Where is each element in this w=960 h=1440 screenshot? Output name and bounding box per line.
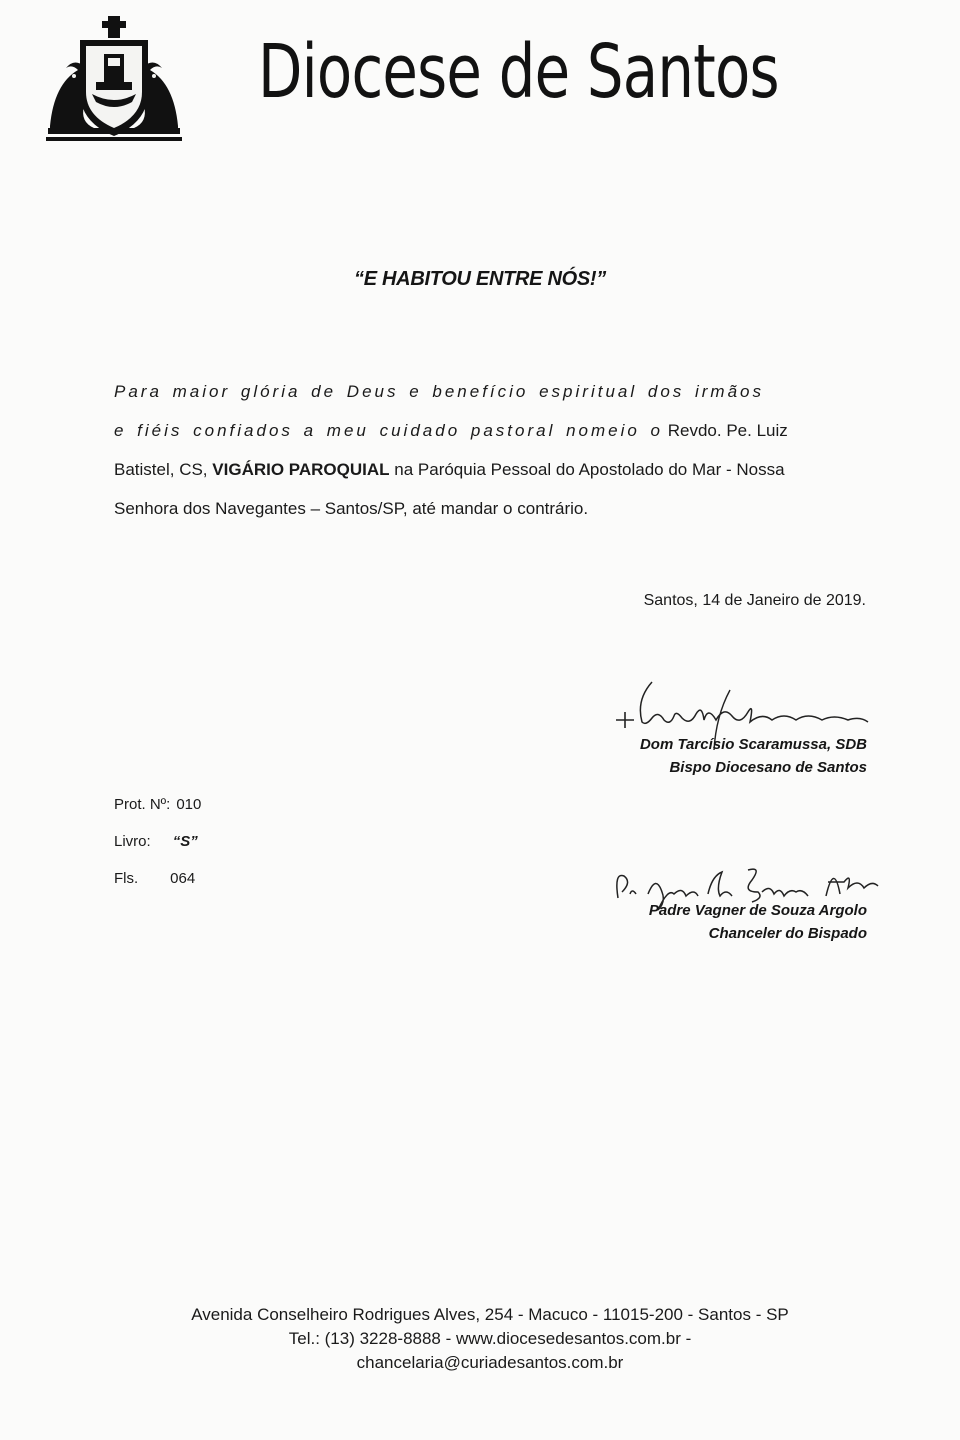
appointment-paragraph [114,372,874,528]
page-row [114,860,201,897]
protocol-number-row [114,786,201,823]
letterhead-footer [0,1303,960,1375]
footer-contact: Tel.: (13) 3228-8888 - www.diocesedesantos.com.br - [288,1329,692,1348]
paragraph-line-2 [114,411,874,450]
paragraph-text: Revdo. Pe. Luiz [667,421,788,440]
protocol-info [114,786,201,897]
book-value: “S” [172,833,198,850]
footer-email: chancelaria@curiadesantos.com.br [356,1353,624,1372]
signatory-name: Dom Tarcísio Scaramussa, SDB [639,736,867,753]
signatory-role: Chanceler do Bispado [708,925,867,942]
protocol-value: 010 [176,796,202,813]
book-row [114,823,201,860]
paragraph-line-3 [114,450,874,489]
paragraph-text: Senhora dos Navegantes – Santos/SP, até mandar o contrário. [114,499,589,518]
paragraph-line-4 [114,489,874,528]
paragraph-text: e fiéis confiados a meu cuidado pastoral nomeio o [114,421,664,440]
page-label: Fls. [114,870,139,887]
document-date: Santos, 14 de Janeiro de 2019. [643,592,866,609]
diocese-title: Diocese de Santos [258,29,779,115]
page-value: 064 [170,870,196,887]
bishop-signature-block [640,733,867,779]
signatory-name: Padre Vagner de Souza Argolo [648,902,867,919]
paragraph-line-1 [114,372,874,411]
protocol-label: Prot. Nº: [114,796,171,813]
chancellor-signature-block [649,899,867,945]
appointment-role: VIGÁRIO PAROQUIAL [212,460,390,479]
paragraph-text: Para maior glória de Deus e benefício espiritual dos irmãos [114,382,765,401]
diocese-coat-of-arms-icon [44,14,184,144]
book-label: Livro: [114,833,151,850]
motto-heading: “E HABITOU ENTRE NÓS!” [354,268,606,290]
footer-address: Avenida Conselheiro Rodrigues Alves, 254 - Macuco - 11015-200 - Santos - SP [191,1305,789,1324]
paragraph-text: na Paróquia Pessoal do Apostolado do Mar - Nossa [394,460,785,479]
signatory-role: Bispo Diocesano de Santos [669,759,867,776]
paragraph-text: Batistel, CS, [114,460,208,479]
